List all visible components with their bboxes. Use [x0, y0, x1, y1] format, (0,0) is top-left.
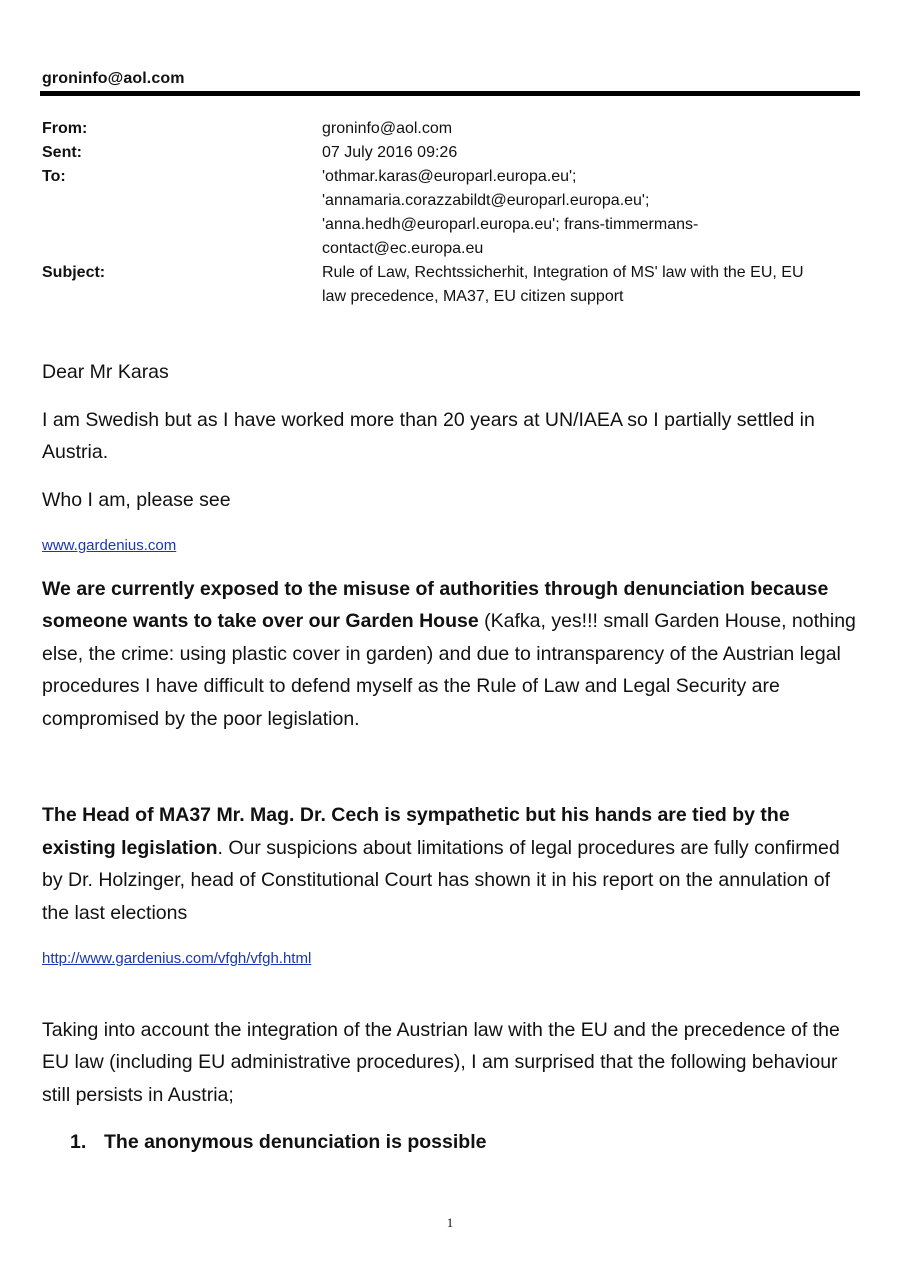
denunciation-bold-text: We are currently exposed to the misuse of authorities through denunciation because someone wants to take over our Garden House	[42, 577, 829, 632]
page-number: 1	[446, 1215, 454, 1230]
sender-address-header: groninfo@aol.com	[42, 70, 185, 87]
sent-label: Sent:	[42, 144, 82, 161]
paragraph-who-i-am: Who I am, please see	[42, 488, 231, 511]
paragraph-ma37	[42, 799, 862, 929]
to-line: 'anna.hedh@europarl.europa.eu'; frans-timmermans-	[322, 216, 699, 233]
denunciation-text: (Kafka, yes!!! small Garden House, nothing else, the crime: using plastic cover in garden) and due to intransparency of the Austrian legal procedures I have difficult to defend myself as the Rule of Law and Legal Security are compromised by the poor legislation.	[42, 610, 856, 730]
subject-line: Rule of Law, Rechtssicherhit, Integration of MS' law with the EU, EU	[322, 264, 804, 281]
to-line: 'annamaria.corazzabildt@europarl.europa.eu';	[322, 192, 650, 209]
list-item-text: The anonymous denunciation is possible	[104, 1131, 487, 1153]
link-wrapper	[42, 528, 862, 561]
to-label: To:	[42, 168, 66, 185]
list-number: 1.	[70, 1131, 87, 1153]
gardenius-link[interactable]: www.gardenius.com	[42, 537, 177, 554]
to-row	[42, 165, 862, 261]
greeting: Dear Mr Karas	[42, 361, 169, 383]
from-value: groninfo@aol.com	[322, 120, 453, 137]
vfgh-link[interactable]: http://www.gardenius.com/vfgh/vfgh.html	[42, 950, 312, 967]
link-wrapper	[42, 941, 862, 974]
ma37-text: . Our suspicions about limitations of legal procedures are fully confirmed by Dr. Holzinger, head of Constitutional Court has shown it in his report on the annulation of the last elections	[42, 836, 840, 924]
to-line: contact@ec.europa.eu	[322, 240, 484, 257]
email-body	[42, 356, 862, 1159]
subject-row	[42, 261, 862, 309]
paragraph-integration: Taking into account the integration of the Austrian law with the EU and the precedence of the EU law (including EU administrative procedures), I am surprised that the following behaviour still persists in Austria;	[42, 1018, 840, 1106]
subject-line: law precedence, MA37, EU citizen support	[322, 288, 624, 305]
from-label: From:	[42, 120, 88, 137]
header-divider	[40, 91, 860, 96]
email-header-block	[42, 117, 862, 309]
subject-label: Subject:	[42, 264, 106, 281]
sent-row	[42, 141, 862, 165]
subject-value	[322, 261, 862, 309]
ma37-bold-text: The Head of MA37 Mr. Mag. Dr. Cech is sympathetic but his hands are tied by the existing legislation	[42, 804, 790, 859]
to-line: 'othmar.karas@europarl.europa.eu';	[322, 168, 577, 185]
paragraph-denunciation	[42, 573, 862, 736]
to-value	[322, 165, 862, 261]
sent-value: 07 July 2016 09:26	[322, 144, 458, 161]
numbered-list-item	[42, 1126, 862, 1159]
from-row	[42, 117, 862, 141]
paragraph-intro: I am Swedish but as I have worked more than 20 years at UN/IAEA so I partially settled in Austria.	[42, 408, 815, 463]
